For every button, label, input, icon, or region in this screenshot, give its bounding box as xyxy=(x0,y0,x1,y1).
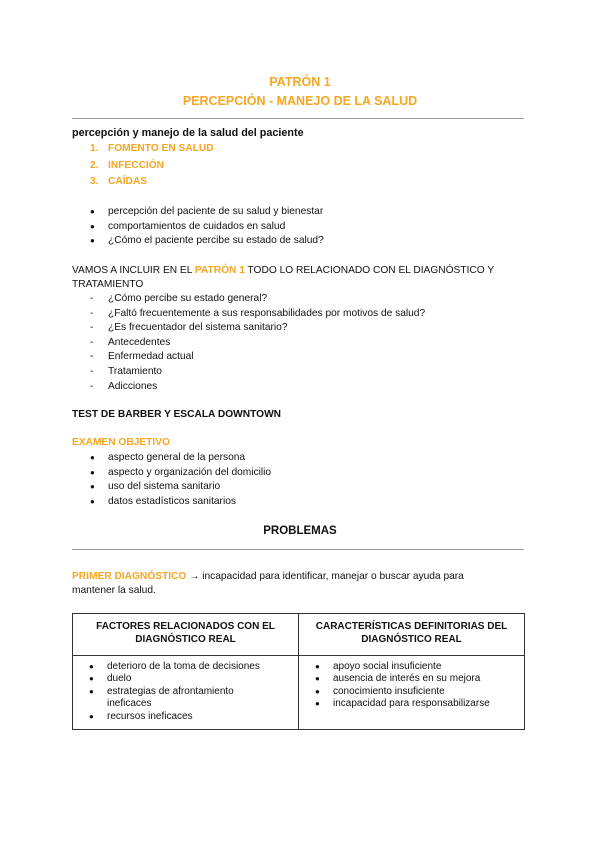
table-header: FACTORES RELACIONADOS CON EL DIAGNÓSTICO REAL xyxy=(73,614,299,656)
bullet-icon: ● xyxy=(90,496,95,506)
bullet-icon: ● xyxy=(90,221,95,231)
table-cell xyxy=(299,656,525,730)
divider xyxy=(72,118,524,119)
diagnosis-line-2: mantener la salud. xyxy=(72,585,156,596)
list-item: ● uso del sistema sanitario xyxy=(90,480,271,495)
list-item: ● deterioro de la toma de decisiones xyxy=(79,661,292,673)
pattern-title: PATRÓN 1 xyxy=(269,75,331,89)
list-item: ● apoyo social insuficiente xyxy=(305,661,518,673)
bullet-icon: ● xyxy=(90,236,95,246)
ordered-list xyxy=(90,141,214,191)
list-item: - ¿Faltó frecuentemente a sus responsabilidades por motivos de salud? xyxy=(90,307,426,319)
list-item: ● comportamientos de cuidados en salud xyxy=(90,220,324,235)
tests-label: TEST DE BARBER Y ESCALA DOWNTOWN xyxy=(72,409,282,420)
bullet-icon: ● xyxy=(89,686,94,696)
list-item: ● estrategias de afrontamiento ineficaces xyxy=(79,686,292,711)
list-item: - ¿Es frecuentador del sistema sanitario? xyxy=(90,322,288,334)
diagnosis-line: PRIMER DIAGNÓSTICO → incapacidad para identificar, manejar o buscar ayuda para xyxy=(72,571,464,582)
list-item: ● incapacidad para responsabilizarse xyxy=(305,698,518,710)
intro-line: VAMOS A INCLUIR EN EL PATRÓN 1 TODO LO RELACIONADO CON EL DIAGNÓSTICO Y xyxy=(72,265,495,276)
bullet-icon: ● xyxy=(315,662,320,671)
list-item: ● duelo xyxy=(79,673,292,685)
exam-list xyxy=(90,451,271,509)
intro-line-2: TRATAMIENTO xyxy=(72,279,144,290)
problems-heading: PROBLEMAS xyxy=(263,525,337,537)
list-item: ● datos estadísticos sanitarios xyxy=(90,495,271,510)
list-item: ● ¿Cómo el paciente percibe su estado de salud? xyxy=(90,234,324,249)
bullet-icon: ● xyxy=(89,674,94,684)
bullet-list xyxy=(90,205,324,249)
diagnosis-table xyxy=(72,613,525,730)
bullet-icon: ● xyxy=(89,662,94,671)
list-item: - Adicciones xyxy=(90,380,158,392)
diagnosis-label: PRIMER DIAGNÓSTICO xyxy=(72,571,187,582)
arrow-icon: → xyxy=(189,571,200,582)
bullet-icon: ● xyxy=(90,482,95,492)
dash-list xyxy=(90,292,425,394)
list-item: ● ausencia de interés en su mejora xyxy=(305,673,518,685)
table-header: CARACTERÍSTICAS DEFINITORIAS DEL DIAGNÓSTICO REAL xyxy=(299,614,525,656)
bullet-icon: ● xyxy=(315,699,320,709)
list-item: - Antecedentes xyxy=(90,336,171,348)
bullet-icon: ● xyxy=(315,674,320,684)
bullet-icon: ● xyxy=(89,711,94,721)
pattern-highlight: PATRÓN 1 xyxy=(194,265,245,276)
exam-heading: EXAMEN OBJETIVO xyxy=(72,437,170,448)
divider xyxy=(72,549,524,550)
list-item: ● percepción del paciente de su salud y bienestar xyxy=(90,205,324,220)
bullet-icon: ● xyxy=(315,686,320,696)
ordered-item: 2. INFECCIÓN xyxy=(90,159,165,171)
list-item: ● conocimiento insuficiente xyxy=(305,686,518,698)
bullet-icon: ● xyxy=(90,207,95,216)
list-item: ● recursos ineficaces xyxy=(79,711,292,723)
pattern-subtitle: PERCEPCIÓN - MANEJO DE LA SALUD xyxy=(182,94,418,108)
ordered-item: 1. FOMENTO EN SALUD xyxy=(90,143,214,154)
list-item: ● aspecto y organización del domicilio xyxy=(90,466,271,481)
table-cell xyxy=(73,656,299,730)
section-heading: percepción y manejo de la salud del paciente xyxy=(72,127,304,139)
list-item: ● aspecto general de la persona xyxy=(90,451,271,466)
list-item: - Tratamiento xyxy=(90,365,162,377)
bullet-icon: ● xyxy=(90,467,95,477)
list-item: - ¿Cómo percibe su estado general? xyxy=(90,293,268,304)
ordered-item: 3. CAÍDAS xyxy=(90,176,148,187)
list-item: - Enfermedad actual xyxy=(90,351,194,363)
bullet-icon: ● xyxy=(90,453,95,462)
